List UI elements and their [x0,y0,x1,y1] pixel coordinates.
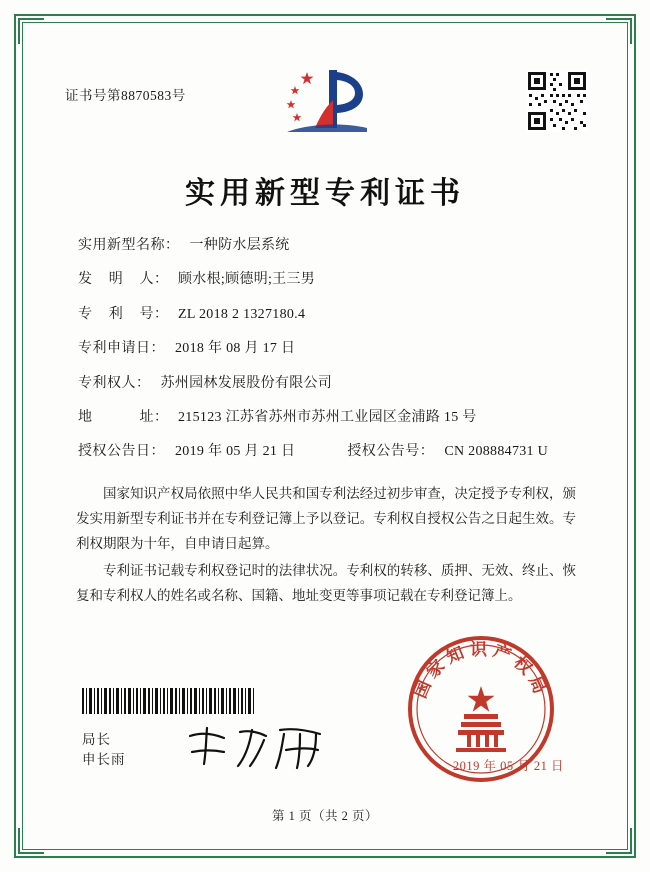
page-footer: 第 1 页（共 2 页） [271,809,378,823]
grant-number-label: 授权公告号： [347,444,435,460]
field-label-colon: ： [154,306,168,322]
cnipa-logo-icon [277,66,373,138]
field-row-utility-model-name [78,238,582,253]
certificate-number: 证书号第8870583号 [65,88,186,103]
barcode [82,688,254,714]
svg-text:国家知识产权局: 国家知识产权局 [410,640,552,701]
field-label-colon: ： [154,409,168,425]
field-row-grant-publication [78,444,582,459]
legal-text [76,482,576,609]
director-block [82,730,126,771]
field-row-patentee [78,376,582,391]
field-label-colon: ： [154,272,168,288]
handwritten-signature-icon [180,722,330,774]
director-name: 申长雨 [82,751,126,767]
grant-date-label: 授权公告日： [78,444,165,460]
field-value: 一种防水层系统 [189,238,290,253]
field-row-address [78,410,582,425]
field-value: 苏州园林发展股份有限公司 [160,375,333,391]
field-value: 215123 江苏省苏州市苏州工业园区金浦路 15 号 [178,409,477,425]
field-value: 顾水根;顾德明;王三男 [178,272,316,288]
field-label: 专利申请日： [78,341,165,357]
legal-paragraph-2: 专利证书记载专利权登记时的法律状况。专利权的转移、质押、无效、终止、恢复和专利权人的姓名或名称、国籍、地址变更等事项记载在专利登记簿上。 [76,562,576,603]
certificate-header [40,40,610,148]
field-row-patent-number [78,307,582,322]
field-list [78,238,582,460]
field-row-application-date [78,341,582,356]
qr-code-icon [526,70,588,132]
field-value: ZL 2018 2 1327180.4 [178,306,306,322]
field-value: 2018 年 08 月 17 日 [175,341,296,357]
field-label: 专利号 [78,306,154,322]
grant-number-value: CN 208884731 U [444,444,549,460]
page-title: 实用新型专利证书 [185,177,465,210]
legal-paragraph-1: 国家知识产权局依照中华人民共和国专利法经过初步审查，决定授予专利权，颁发实用新型专利证书并在专利登记簿上予以登记。专利权自授权公告之日起生效。专利权期限为十年，自申请日起算。 [76,485,576,551]
grant-date-value: 2019 年 05 月 21 日 [175,444,296,460]
field-label: 实用新型名称： [78,238,180,253]
director-title: 局长 [82,731,111,747]
field-label: 发明人 [78,272,154,288]
field-label: 专利权人： [78,375,151,391]
field-label: 地址 [78,409,154,425]
seal-date: 2019 年 05 月 21 日 [452,759,564,773]
field-row-inventors [78,272,582,287]
certificate-content [40,40,610,832]
